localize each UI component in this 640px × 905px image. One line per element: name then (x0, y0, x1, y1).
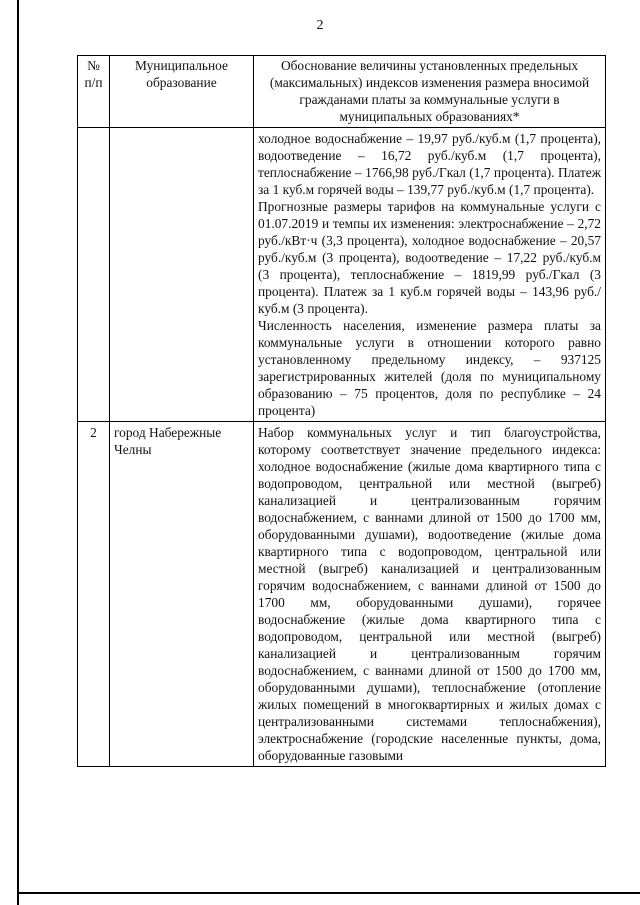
municipal-tariff-table (77, 55, 606, 767)
row-number (78, 128, 110, 422)
paragraph: Численность населения, изменение размера платы за коммунальные услуги в отношении которого равно установленному предельному индексу, – 937125 зарегистрированных жителей (доля по муниципальному образованию – 75 процентов, доля по республике – 24 процента) (258, 318, 601, 418)
paragraph: холодное водоснабжение – 19,97 руб./куб.м (1,7 процента), водоотведение – 16,72 руб./куб.м (1,7 процента), теплоснабжение – 1766,98 руб./Гкал (1,7 процента). Платеж за 1 куб.м горячей воды – 139,77 руб./куб.м (1,7 процента). (258, 131, 601, 197)
paragraph: Набор коммунальных услуг и тип благоустройства, которому соответствует значение предельного индекса: холодное водоснабжение (жилые дома квартирного типа с водопроводом, центральной или местной (выгреб) канализацией и централизованным горячим водоснабжением, с ваннами длиной от 1500 до 1700 мм, оборудованными душами), водоотведение (жилые дома квартирного типа с водопроводом, центральной или местной (выгреб) канализацией и централизованным горячим водоснабжением, с ваннами длиной от 1500 до 1700 мм, оборудованными душами), горячее водоснабжение (жилые дома квартирного типа с водопроводом, центральной или местной (выгреб) канализацией и централизованным горячим водоснабжением, с ваннами длиной от 1500 до 1700 мм, оборудованными душами), теплоснабжение (отопление жилых помещений в многоквартирных и жилых домах с централизованными системами теплоснабжения), электроснабжение (городские населенные пункты, дома, оборудованные газовыми (258, 425, 601, 763)
table-header-row (78, 56, 606, 128)
header-number: № п/п (78, 56, 110, 128)
page-number: 2 (316, 18, 324, 33)
row-justification (254, 422, 606, 767)
paragraph: Прогнозные размеры тарифов на коммунальные услуги с 01.07.2019 и темпы их изменения: электроснабжение – 2,72 руб./кВт·ч (3,3 процента), холодное водоснабжение – 20,57 руб./куб.м (3 процента), водоотведение – 17,22 руб./куб.м (3 процента), теплоснабжение – 1819,99 руб./Гкал (3 процента). Платеж за 1 куб.м горячей воды – 143,96 руб./куб.м (3 процента). (258, 199, 601, 316)
header-justification: Обоснование величины установленных предельных (максимальных) индексов изменения размера вносимой гражданами платы за коммунальные услуги в муниципальных образованиях* (254, 56, 606, 128)
table-row (78, 422, 606, 767)
page-bottom-border (17, 892, 640, 894)
header-municipality: Муниципальное образование (110, 56, 254, 128)
page-left-border (17, 0, 19, 905)
row-number: 2 (78, 422, 110, 767)
table-row (78, 128, 606, 422)
row-justification (254, 128, 606, 422)
row-municipality: город Набережные Челны (110, 422, 254, 767)
row-municipality (110, 128, 254, 422)
